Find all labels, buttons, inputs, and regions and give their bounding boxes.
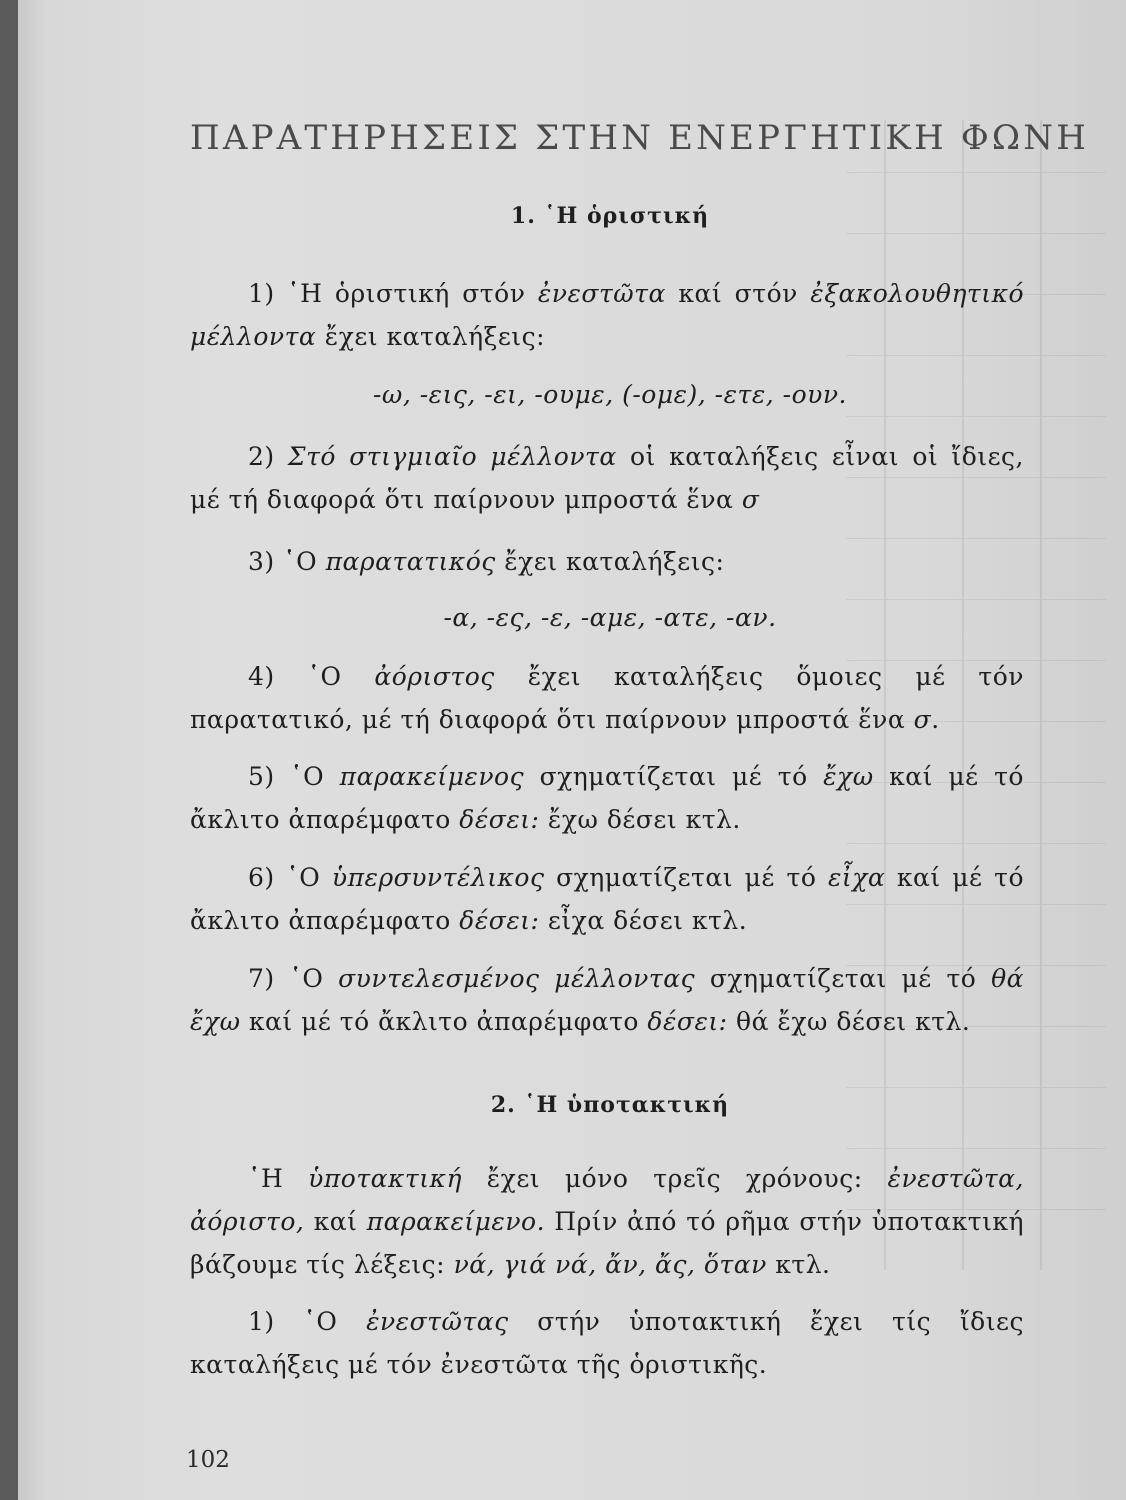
term: σ — [741, 485, 760, 514]
paragraph-7 — [190, 957, 1024, 1043]
term: ἀόριστος — [374, 662, 495, 691]
text: καί μέ τό ἄκλιτο ἀπαρέμφατο — [240, 1007, 648, 1036]
text: καί μέ τό ἄκλιτο ἀπαρέμφατο — [190, 762, 1024, 834]
text: ἔχει καταλήξεις ὅμοιες μέ τόν παρατατικό, μέ τή διαφορά ὅτι παίρνουν μπροστά ἕνα — [190, 662, 1024, 734]
text: θά ἔχω δέσει κτλ. — [727, 1007, 971, 1036]
text: 2) — [248, 442, 288, 471]
text: σχηματίζεται μέ τό — [544, 863, 828, 892]
text: καί μέ τό ἄκλιτο ἀπαρέμφατο — [190, 863, 1025, 935]
paragraph-6 — [190, 856, 1024, 942]
text: σχηματίζεται μέ τό — [524, 762, 824, 791]
text: 7) ῾Ο — [248, 964, 339, 993]
text: 6) ῾Ο — [248, 863, 332, 892]
text: 4) ῾Ο — [248, 662, 375, 691]
text: σχηματίζεται μέ τό — [695, 964, 992, 993]
text: καί στόν — [665, 279, 811, 308]
term: ἐξακολουθητικό μέλλοντα — [190, 279, 1025, 351]
term: δέσει: — [647, 1007, 728, 1036]
section-heading-subjunctive: 2. ῾Η ὑποτακτική — [490, 1092, 730, 1118]
present-endings: -ω, -εις, -ει, -ουμε, (-ομε), -ετε, -ουν. — [372, 380, 847, 409]
term: ὑποτακτική — [308, 1164, 462, 1193]
text: 1) ῾Η ὁριστική στόν — [248, 279, 538, 308]
text: ἔχει καταλήξεις: — [316, 322, 546, 351]
term: παρακείμενος — [339, 762, 525, 791]
text: 1) ῾Ο — [248, 1307, 367, 1336]
text: καί — [304, 1207, 367, 1236]
term: θά ἔχω — [190, 964, 1024, 1036]
text: ἔχει μόνο τρεῖς χρόνους: — [461, 1164, 888, 1193]
term: ἐνεστῶτα, ἀόριστο, — [190, 1164, 1025, 1236]
text: ἔχω δέσει κτλ. — [539, 805, 741, 834]
paragraph-4 — [190, 655, 1024, 741]
term: εἶχα — [828, 863, 886, 892]
term: ἐνεστῶτας — [366, 1307, 509, 1336]
text: ἔχει καταλήξεις: — [495, 547, 725, 576]
paragraph-2 — [190, 435, 1024, 521]
term: συντελεσμένος μέλλοντας — [338, 964, 696, 993]
text: εἶχα δέσει κτλ. — [539, 906, 748, 935]
imperfect-endings: -α, -ες, -ε, -αμε, -ατε, -αν. — [443, 603, 777, 632]
text: 5) ῾Ο — [248, 762, 340, 791]
book-page — [18, 0, 1126, 1500]
term: παρατατικός — [325, 547, 496, 576]
paragraph-1 — [190, 272, 1024, 358]
term: δέσει: — [459, 805, 540, 834]
paragraph-subjunctive-intro — [190, 1157, 1024, 1286]
term: Στό στιγμιαῖο μέλλοντα — [287, 442, 617, 471]
text: Πρίν ἀπό τό ρῆμα στήν ὑποτακτική βάζουμε τίς λέξεις: — [190, 1207, 1025, 1279]
page-number: 102 — [186, 1447, 230, 1473]
text: 3) ῾Ο — [248, 547, 326, 576]
text: . — [931, 705, 940, 734]
paragraph-subjunctive-1 — [190, 1300, 1024, 1386]
text: στήν ὑποτακτική ἔχει τίς ἴδιες καταλήξεις μέ τόν ἐνεστῶτα τῆς ὁριστικῆς. — [190, 1307, 1024, 1379]
term: σ — [913, 705, 932, 734]
term: παρακείμενο. — [366, 1207, 546, 1236]
paragraph-3 — [190, 540, 1024, 583]
term: ὑπερσυντέλικος — [331, 863, 545, 892]
paragraph-5 — [190, 755, 1024, 841]
text: κτλ. — [766, 1250, 831, 1279]
term: δέσει: — [459, 906, 540, 935]
term: ἐνεστῶτα — [537, 279, 666, 308]
term: νά, γιά νά, ἄν, ἄς, ὅταν — [453, 1250, 767, 1279]
text: οἱ καταλήξεις εἶναι οἱ ἴδιες, μέ τή διαφορά ὅτι παίρνουν μπροστά ἕνα — [190, 442, 1024, 514]
text: ῾Η — [248, 1164, 309, 1193]
chapter-title: ΠΑΡΑΤΗΡΗΣΕΙΣ ΣΤΗΝ ΕΝΕΡΓΗΤΙΚΗ ΦΩΝΗ — [190, 118, 1090, 158]
term: ἔχω — [823, 762, 874, 791]
section-heading-indicative: 1. ῾Η ὁριστική — [510, 203, 710, 229]
